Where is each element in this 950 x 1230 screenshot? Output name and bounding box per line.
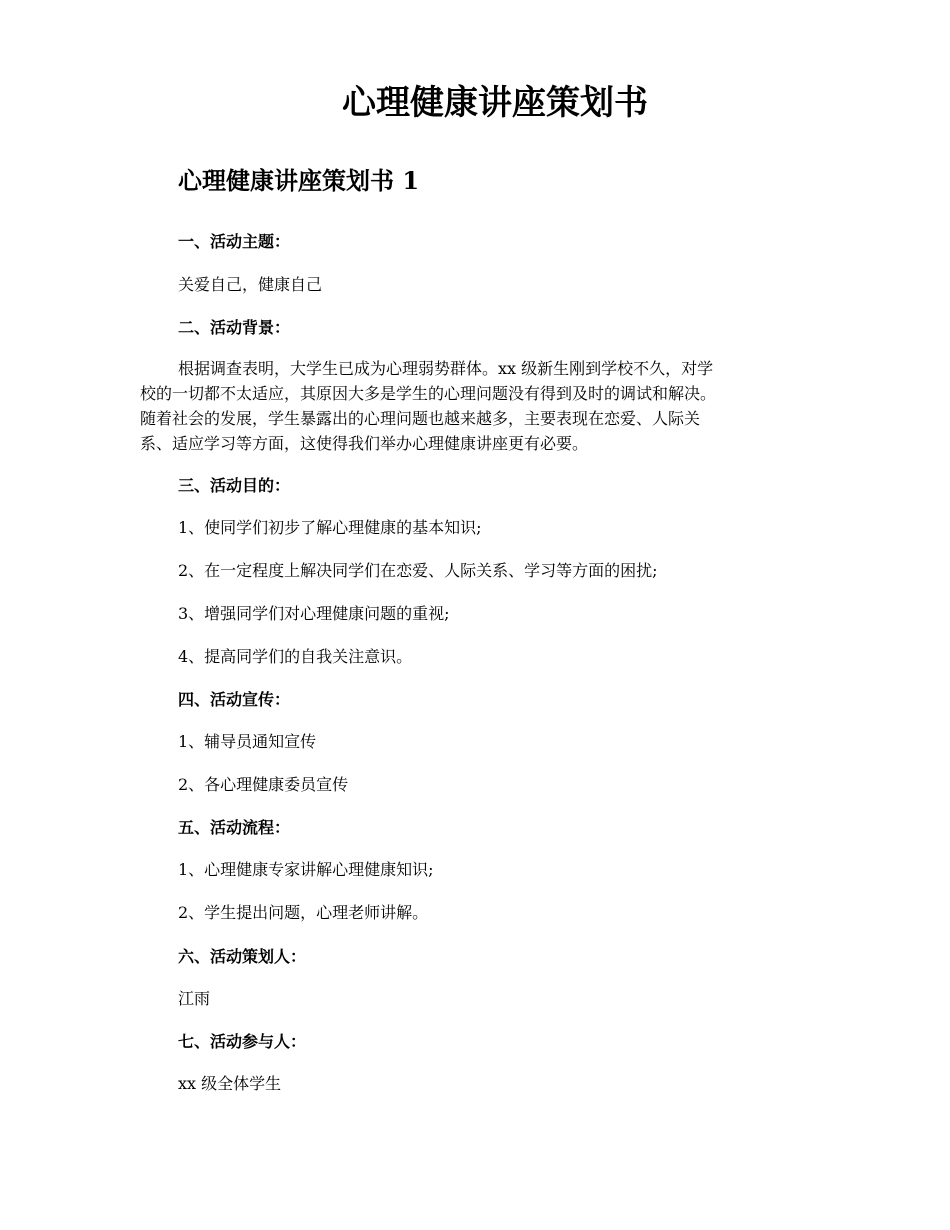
theme-text: 关爱自己，健康自己 (178, 275, 323, 294)
section-heading-promotion: 四、活动宣传： (178, 690, 291, 709)
document-subtitle: 心理健康讲座策划书 1 (178, 166, 420, 195)
section-heading-theme: 一、活动主题： (178, 232, 291, 251)
purpose-item-2: 2、在一定程度上解决同学们在恋爱、人际关系、学习等方面的困扰; (178, 561, 658, 580)
section-heading-participants: 七、活动参与人： (178, 1032, 307, 1051)
section-heading-purpose: 三、活动目的： (178, 476, 291, 495)
section-heading-planner: 六、活动策划人： (178, 947, 307, 966)
promotion-item-1: 1、辅导员通知宣传 (178, 732, 317, 751)
background-line-3: 随着社会的发展，学生暴露出的心理问题也越来越多，主要表现在恋爱、人际关 (140, 409, 701, 428)
background-line-2: 校的一切都不太适应，其原因大多是学生的心理问题没有得到及时的调试和解决。 (140, 384, 717, 403)
planner-name: 江雨 (178, 989, 211, 1008)
background-line-4: 系、适应学习等方面，这使得我们举办心理健康讲座更有必要。 (140, 434, 589, 453)
section-heading-background: 二、活动背景： (178, 318, 291, 337)
purpose-item-1: 1、使同学们初步了解心理健康的基本知识; (178, 518, 482, 537)
section-heading-process: 五、活动流程： (178, 818, 291, 837)
background-line-1: 根据调查表明，大学生已成为心理弱势群体。xx 级新生刚到学校不久，对学 (178, 359, 714, 378)
participants-text: xx 级全体学生 (178, 1074, 282, 1093)
purpose-item-3: 3、增强同学们对心理健康问题的重视; (178, 604, 450, 623)
process-item-1: 1、心理健康专家讲解心理健康知识; (178, 860, 434, 879)
promotion-item-2: 2、各心理健康委员宣传 (178, 775, 349, 794)
process-item-2: 2、学生提出问题，心理老师讲解。 (178, 903, 429, 922)
document-title: 心理健康讲座策划书 (342, 83, 648, 123)
background-paragraph (140, 356, 804, 456)
purpose-item-4: 4、提高同学们的自我关注意识。 (178, 647, 413, 666)
